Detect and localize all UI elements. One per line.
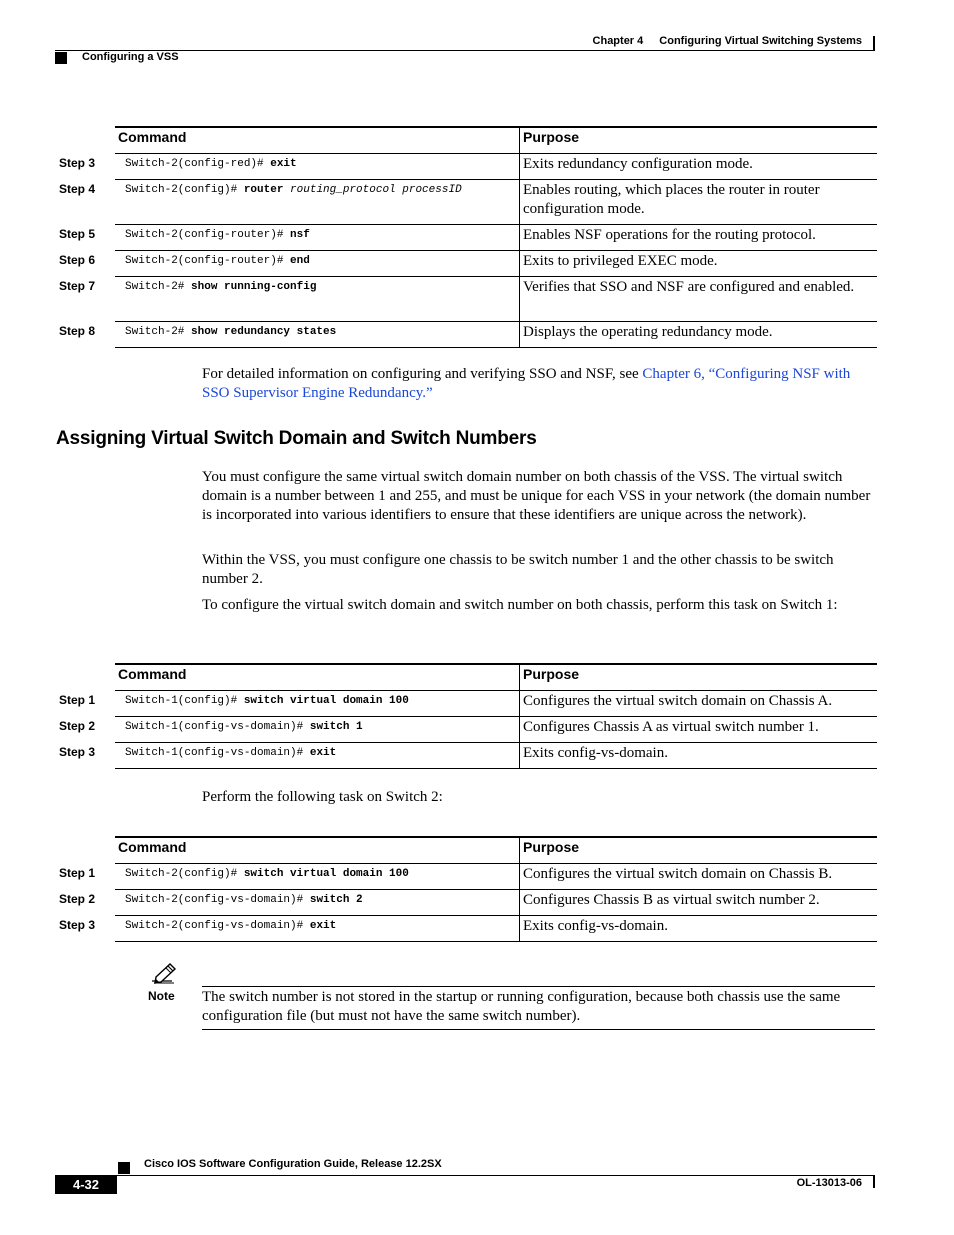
cmd-keyword: switch 1: [309, 721, 363, 733]
cmd-prompt: Switch-1(config)#: [125, 695, 244, 707]
footer-rule: [55, 1175, 875, 1176]
step-label: Step 1: [59, 693, 96, 707]
purpose-cell: Enables routing, which places the router in router configuration mode.: [523, 182, 820, 217]
footer-bar: [873, 1176, 875, 1188]
purpose-cell: Configures the virtual switch domain on Chassis B.: [523, 866, 833, 882]
step-label: Step 3: [59, 156, 96, 170]
cmd-prompt: Switch-2(config-vs-domain)#: [125, 894, 310, 906]
step-label: Step 3: [59, 745, 96, 759]
note-text: The switch number is not stored in the startup or running configuration, because both chassis use the same configuration file (but must not have the same switch number).: [202, 989, 841, 1024]
step-label: Step 7: [59, 279, 96, 293]
cmd-keyword: router: [243, 184, 284, 196]
chapter-6-link[interactable]: Chapter 6, “Configuring NSF with SSO Supervisor Engine Redundancy.”: [202, 366, 851, 401]
cmd-keyword: nsf: [290, 229, 310, 241]
col-command: Command: [115, 838, 520, 863]
table-row: [59, 322, 877, 348]
step-label: Step 4: [59, 182, 96, 196]
paragraph: To configure the virtual switch domain and switch number on both chassis, perform this task on Switch 1:: [202, 597, 838, 613]
cmd-prompt: Switch-2#: [125, 281, 192, 293]
command-cell: [115, 890, 520, 915]
cmd-keyword: switch virtual domain 100: [243, 695, 409, 707]
cmd-prompt: Switch-2#: [125, 326, 192, 338]
step-label: Step 5: [59, 227, 96, 241]
col-purpose: Purpose: [523, 666, 580, 682]
table-row: [59, 890, 877, 916]
cmd-keyword: end: [290, 255, 310, 267]
command-cell: [115, 916, 520, 941]
command-table-1: [59, 126, 877, 348]
chapter-label: Chapter 4: [592, 35, 644, 47]
header-bar: [873, 36, 875, 50]
command-cell: [115, 743, 520, 768]
command-cell: [115, 277, 520, 321]
command-cell: [115, 691, 520, 716]
cmd-prompt: Switch-1(config-vs-domain)#: [125, 747, 310, 759]
cmd-prompt: Switch-2(config-router)#: [125, 255, 291, 267]
header-chapter: [593, 35, 862, 47]
table-header: [115, 665, 877, 691]
note-label: Note: [148, 989, 175, 1003]
cmd-keyword: show running-config: [191, 281, 317, 293]
table-row: [59, 225, 877, 251]
cmd-keyword: exit: [309, 920, 337, 932]
purpose-cell: Displays the operating redundancy mode.: [523, 324, 773, 340]
chapter-title: Configuring Virtual Switching Systems: [659, 35, 862, 47]
purpose-cell: Configures the virtual switch domain on Chassis A.: [523, 693, 833, 709]
table-header: [115, 838, 877, 864]
step-label: Step 3: [59, 918, 96, 932]
table-row: [59, 864, 877, 890]
table-row: [59, 691, 877, 717]
step-label: Step 2: [59, 719, 96, 733]
reference-paragraph: [202, 365, 874, 403]
cmd-keyword: switch 2: [309, 894, 363, 906]
purpose-cell: Exits config-vs-domain.: [523, 918, 668, 934]
cmd-prompt: Switch-1(config-vs-domain)#: [125, 721, 310, 733]
col-purpose: Purpose: [523, 129, 580, 145]
col-command: Command: [115, 665, 520, 690]
cmd-args: routing_protocol processID: [283, 184, 462, 196]
cmd-prompt: Switch-2(config)#: [125, 184, 244, 196]
command-cell: [115, 225, 520, 250]
command-table-3: [59, 836, 877, 942]
purpose-cell: Configures Chassis B as virtual switch number 2.: [523, 892, 820, 908]
step-label: Step 8: [59, 324, 96, 338]
cmd-keyword: exit: [270, 158, 297, 170]
cmd-prompt: Switch-2(config-vs-domain)#: [125, 920, 310, 932]
table-row: [59, 916, 877, 942]
command-cell: [115, 864, 520, 889]
command-cell: [115, 322, 520, 347]
step-label: Step 1: [59, 866, 96, 880]
page-number: 4-32: [55, 1175, 117, 1194]
cmd-keyword: show redundancy states: [191, 326, 337, 338]
command-cell: [115, 154, 520, 179]
header-marker: [55, 52, 67, 64]
table-row: [59, 717, 877, 743]
table-row: [59, 277, 877, 322]
table-row: [59, 154, 877, 180]
pencil-note-icon: [150, 961, 178, 992]
table-row: [59, 180, 877, 225]
footer-marker: [118, 1162, 130, 1174]
note-rule: [202, 1029, 875, 1030]
table-row: [59, 251, 877, 277]
footer-guide-title: Cisco IOS Software Configuration Guide, Release 12.2SX: [144, 1158, 442, 1170]
purpose-cell: Enables NSF operations for the routing protocol.: [523, 227, 816, 243]
command-cell: [115, 251, 520, 276]
table-header: [115, 128, 877, 154]
purpose-cell: Configures Chassis A as virtual switch number 1.: [523, 719, 819, 735]
step-label: Step 2: [59, 892, 96, 906]
header-section: Configuring a VSS: [82, 51, 179, 63]
command-cell: [115, 717, 520, 742]
cmd-keyword: switch virtual domain 100: [243, 868, 409, 880]
paragraph: Within the VSS, you must configure one chassis to be switch number 1 and the other chassis to be switch number 2.: [202, 552, 834, 587]
purpose-cell: Exits to privileged EXEC mode.: [523, 253, 718, 269]
cmd-prompt: Switch-2(config-red)#: [125, 158, 271, 170]
cmd-prompt: Switch-2(config-router)#: [125, 229, 291, 241]
command-cell: [115, 180, 520, 224]
section-heading: Assigning Virtual Switch Domain and Switch Numbers: [56, 428, 537, 449]
cmd-keyword: exit: [309, 747, 337, 759]
cmd-prompt: Switch-2(config)#: [125, 868, 244, 880]
command-table-2: [59, 663, 877, 769]
switch2-intro: Perform the following task on Switch 2:: [202, 789, 443, 805]
purpose-cell: Exits config-vs-domain.: [523, 745, 668, 761]
step-label: Step 6: [59, 253, 96, 267]
doc-number: OL-13013-06: [796, 1177, 862, 1189]
col-command: Command: [115, 128, 520, 153]
col-purpose: Purpose: [523, 839, 580, 855]
note-rule: [202, 986, 875, 987]
paragraph: You must configure the same virtual switch domain number on both chassis of the VSS. The virtual switch domain is a number between 1 and 255, and must be unique for each VSS in your network (the domain number is incorporated into various identifiers to ensure that these identifiers are unique across the network).: [202, 469, 871, 523]
purpose-cell: Exits redundancy configuration mode.: [523, 156, 753, 172]
table-row: [59, 743, 877, 769]
reference-text: For detailed information on configuring and verifying SSO and NSF, see: [202, 366, 643, 382]
purpose-cell: Verifies that SSO and NSF are configured and enabled.: [523, 279, 855, 295]
